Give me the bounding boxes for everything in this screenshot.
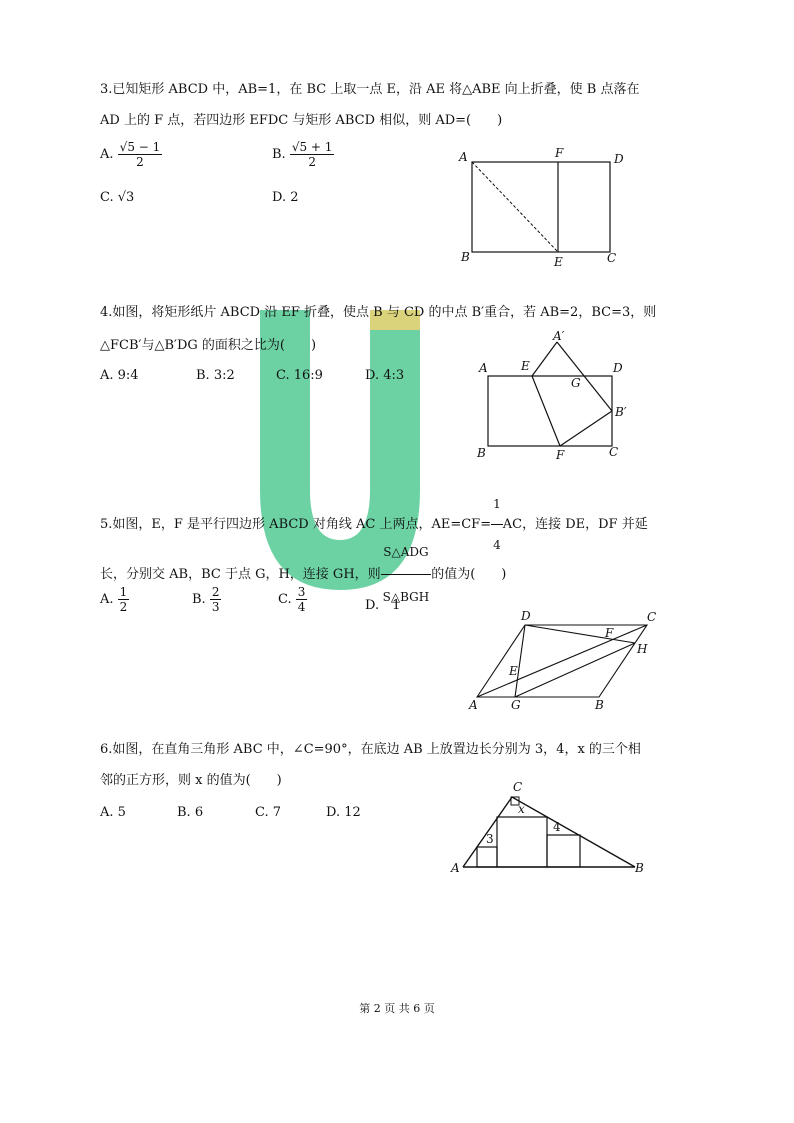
q4-option-a: A. 9:4	[100, 368, 139, 383]
q5-label-h: H	[637, 642, 648, 656]
q4-label-a-prime: A′	[553, 329, 565, 343]
q3-line1: 3.已知矩形 ABCD 中，AB=1，在 BC 上取一点 E，沿 AE 将△ABE 向上折叠，使 B 点落在	[100, 82, 640, 97]
q3-label-b: B	[461, 250, 470, 264]
q6-label-c: C	[513, 780, 523, 794]
q4-label-d: D	[613, 361, 623, 375]
q4-label-a: A	[479, 361, 488, 375]
q6-line2: 邻的正方形，则 x 的值为( )	[100, 773, 282, 788]
q3-label-f: F	[555, 146, 564, 160]
page-footer: 第 2 页 共 6 页	[359, 1002, 435, 1015]
q6-option-d: D. 12	[326, 805, 361, 820]
q5-label-g: G	[511, 698, 521, 712]
q4-figure	[475, 330, 645, 465]
q6-option-c: C. 7	[255, 805, 282, 820]
q5-option-a: A. $\frac{1}{2}$	[100, 585, 128, 614]
q5-figure	[465, 605, 665, 715]
q4-label-g: G	[571, 376, 581, 390]
q6-option-b: B. 6	[177, 805, 204, 820]
q6-line1: 6.如图，在直角三角形 ABC 中，∠C=90°，在底边 AB 上放置边长分别为 3，4，x 的三个相	[100, 742, 641, 757]
q4-label-c: C	[609, 445, 619, 459]
q4-label-b: B	[477, 446, 486, 460]
q6-label-three: 3	[486, 832, 494, 846]
q5-option-c: C. $\frac{3}{4}$	[278, 585, 306, 614]
q5-line2: 长，分别交 AB，BC 于点 G，H，连接 GH，则 $\frac{\text{S△ADG}}{\text{S△BGH}}$ 的值为( )	[100, 530, 506, 619]
q4-line2: △FCB′与△B′DG 的面积之比为( )	[100, 338, 317, 353]
q6-label-x: x	[518, 802, 525, 816]
q3-option-b: B. $\frac{√5 + 1}{2}$	[272, 140, 333, 169]
q3-label-e: E	[554, 255, 563, 269]
q4-label-f: F	[556, 448, 565, 462]
q5-option-d: D. 1	[365, 598, 401, 613]
q3-label-d: D	[614, 152, 624, 166]
q4-line1: 4.如图，将矩形纸片 ABCD 沿 EF 折叠，使点 B 与 CD 的中点 B′重合，若 AB=2，BC=3，则	[100, 305, 657, 320]
q5-line1: 5.如图，E，F 是平行四边形 ABCD 对角线 AC 上两点，AE=CF= $\frac{1}{4}$ AC，连接 DE，DF 并延	[100, 484, 648, 565]
q6-option-a: A. 5	[100, 805, 126, 820]
q4-label-b-prime: B′	[615, 405, 627, 419]
q5-label-e: E	[509, 664, 518, 678]
q4-option-d: D. 4:3	[365, 368, 405, 383]
q5-label-d: D	[521, 609, 531, 623]
q6-label-a: A	[451, 861, 460, 875]
q3-figure	[455, 145, 635, 270]
q3-label-a: A	[459, 150, 468, 164]
q3-option-c: C. √3	[100, 190, 135, 205]
q5-label-b: B	[595, 698, 604, 712]
q5-label-a: A	[469, 698, 478, 712]
q5-label-c: C	[647, 610, 657, 624]
q3-line2: AD 上的 F 点，若四边形 EFDC 与矩形 ABCD 相似，则 AD=( )	[100, 113, 503, 128]
q3-option-a: A. $\frac{√5 - 1}{2}$	[100, 140, 161, 169]
q4-label-e: E	[521, 359, 530, 373]
q6-label-four: 4	[553, 820, 561, 834]
q4-option-c: C. 16:9	[276, 368, 323, 383]
q5-label-f: F	[605, 626, 614, 640]
q3-label-c: C	[607, 251, 617, 265]
q6-figure	[445, 775, 655, 885]
q3-option-d: D. 2	[272, 190, 299, 205]
q6-label-b: B	[635, 861, 644, 875]
q4-option-b: B. 3:2	[196, 368, 235, 383]
q5-option-b: B. $\frac{2}{3}$	[192, 585, 220, 614]
